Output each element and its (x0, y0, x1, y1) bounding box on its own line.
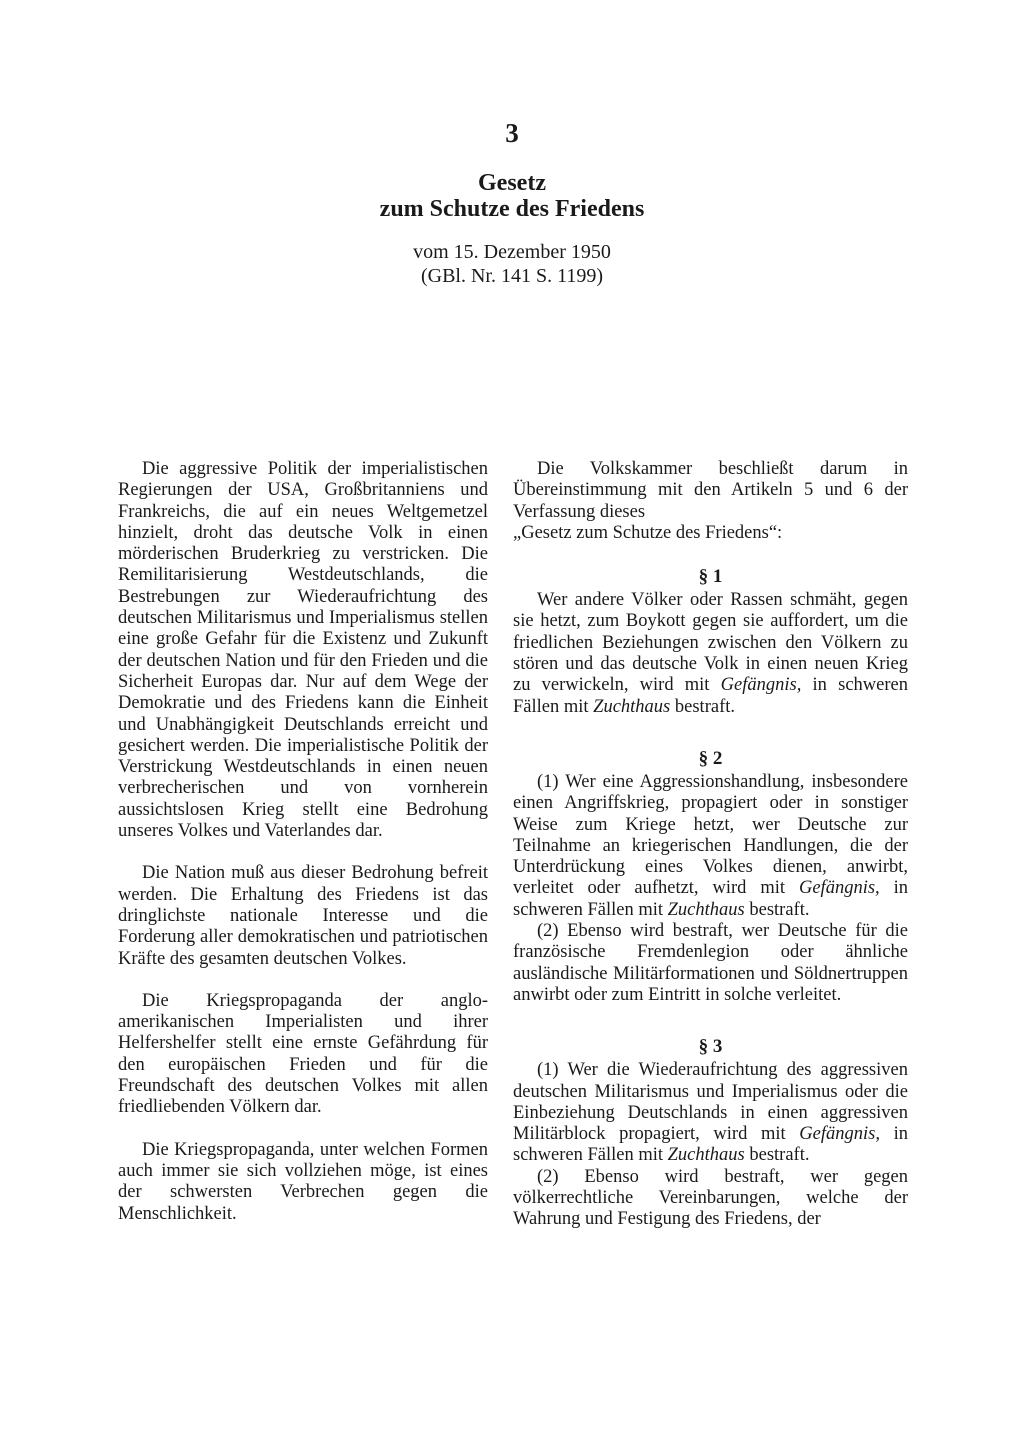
law-title-line-1: Gesetz (478, 170, 546, 196)
section-2-text-a: (1) Wer eine Aggressionshandlung, insbesondere einen Angriffskrieg, propagiert oder in sonstiger Weise zum Kriege hetzt, wer Deutsche zur Teilnahme an kriegerischen Handlungen, die der Unterdrückung eines Volkes dienen, anwirbt, verleitet oder aufhetzt, wird mit (513, 771, 908, 899)
section-2-paragraph-1 (513, 772, 908, 921)
enactment-clause (513, 459, 908, 544)
law-gazette-reference: (GBl. Nr. 141 S. 1199) (420, 265, 604, 287)
section-2-text-b: in schweren Fällen mit (513, 878, 909, 920)
section-1-text-a: Wer andere Völker oder Rassen schmäht, gegen sie hetzt, zum Boykott gegen sie auffordert, um die friedlichen Beziehungen zwischen den Völkern zu stören und das deutsche Volk in einen neuen Krieg zu verwickeln, wird mit (513, 590, 908, 696)
law-date-line: vom 15. Dezember 1950 (413, 241, 611, 263)
section-3-heading: § 3 (698, 1036, 723, 1058)
section-3-text-a: (1) Wer die Wiederaufrichtung des aggressiven deutschen Militarismus und Imperialismus oder die Einbeziehung Deutschlands in einen aggressiven Militärblock propagiert, wird mit (513, 1060, 908, 1145)
section-1-penalty-2: Zuchthaus (593, 696, 671, 717)
section-1-text (513, 590, 908, 718)
preamble-paragraph-1: Die aggressive Politik der imperialistischen Regierungen der USA, Großbritanniens und Frankreichs, die auf ein neues Weltgemetzel hinzielt, droht das deutsche Volk in einen mörderischen Bruderkrieg zu verstricken. Die Remilitarisierung Westdeutschlands, die Bestrebungen zur Wiederaufrichtung des deutschen Militarismus und Imperialismus stellen eine große Gefahr für die Existenz und Zukunft der deutschen Nation und für den Frieden und die Sicherheit Europas dar. Nur auf dem Wege der Demokratie und des Friedens kann die Einheit und Unabhängigkeit Deutschlands erreicht und gesichert werden. Die imperialistische Politik der Verstrickung Westdeutschlands in einen neuen verbrecherischen und von vornherein aussichtslosen Krieg stellt eine Bedrohung unseres Volkes und Vaterlandes dar. (118, 459, 488, 842)
section-3-paragraph-1 (513, 1060, 908, 1166)
section-1-penalty-1: Gefängnis, (720, 675, 802, 696)
preamble-column (118, 459, 488, 1246)
articles-column (513, 459, 908, 1261)
section-1 (513, 566, 908, 718)
preamble-paragraph-2: Die Nation muß aus dieser Bedrohung befreit werden. Die Erhaltung des Friedens ist das dringlichste nationale Interesse und die Forderung aller demokratischen und patriotischen Kräfte des gesamten deutschen Volkes. (118, 863, 488, 969)
section-3-text-b: in schweren Fällen mit (513, 1124, 908, 1166)
section-3 (513, 1036, 908, 1230)
section-2-penalty-1: Gefängnis, (798, 878, 880, 899)
section-1-text-b: in schweren Fällen mit (513, 675, 908, 717)
preamble-paragraph-4: Die Kriegspropaganda, unter welchen Formen auch immer sie sich vollziehen möge, ist eines der schwersten Verbrechen gegen die Menschlichkeit. (118, 1139, 488, 1224)
law-title-line-2: zum Schutze des Friedens (379, 196, 645, 222)
section-2-heading: § 2 (698, 747, 723, 769)
enactment-law-name: „Gesetz zum Schutze des Friedens“: (513, 522, 783, 543)
section-2-penalty-2: Zuchthaus (667, 899, 745, 920)
section-3-paragraph-2: (2) Ebenso wird bestraft, wer gegen völkerrechtliche Vereinbarungen, welche der Wahrung und Festigung des Friedens, der (513, 1166, 908, 1230)
section-3-penalty-2: Zuchthaus (667, 1145, 745, 1166)
section-3-text-c: bestraft. (749, 1145, 810, 1166)
section-1-heading: § 1 (698, 566, 723, 588)
section-2 (513, 748, 908, 1006)
section-2-text-c: bestraft. (749, 899, 810, 920)
law-date (0, 240, 1024, 288)
section-2-paragraph-2: (2) Ebenso wird bestraft, wer Deutsche für die französische Fremdenlegion oder ähnliche ausländische Militärformationen und Söldnertruppen anwirbt oder zum Eintritt in solche verleitet. (513, 921, 908, 1005)
section-1-text-c: bestraft. (674, 696, 735, 717)
section-3-penalty-1: Gefängnis, (799, 1124, 880, 1145)
enactment-text: Die Volkskammer beschließt darum in Übereinstimmung mit den Artikeln 5 und 6 der Verfassung dieses (513, 459, 908, 522)
preamble-paragraph-3: Die Kriegspropaganda der anglo-amerikanischen Imperialisten und ihrer Helfershelfer stellt eine ernste Gefährdung für den europäischen Frieden und für die Freundschaft des deutschen Volkes mit allen friedliebenden Völkern dar. (118, 990, 488, 1118)
law-title (0, 170, 1024, 222)
document-number: 3 (505, 118, 519, 148)
